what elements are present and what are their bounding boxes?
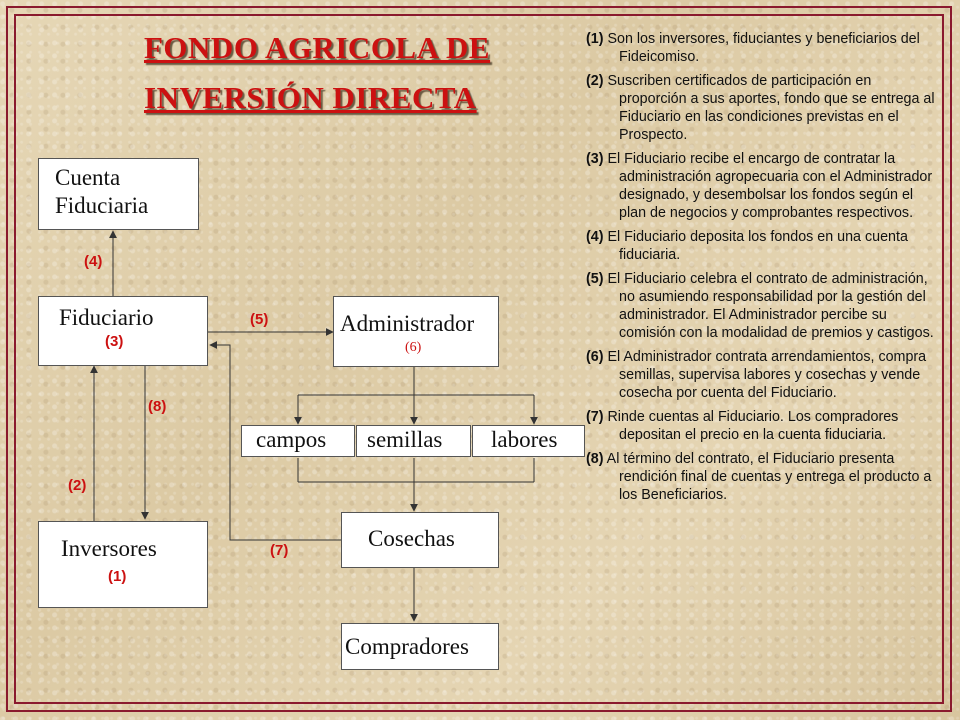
administrador-num: (6) [405,340,422,355]
note-8: (8) Al término del contrato, el Fiduciario presenta rendición final de cuentas y entrega el producto a los Beneficiarios. [586,451,932,503]
edge-label-5: (5) [250,311,269,328]
inversores-num: (1) [108,568,127,585]
cuenta-line-2: Fiduciaria [55,193,149,218]
campos-label: campos [256,427,327,452]
cuenta-line-1: Cuenta [55,165,121,190]
compradores-label: Compradores [345,634,469,659]
node-labores [472,425,585,457]
cosechas-label: Cosechas [368,526,455,551]
note-5: (5) El Fiduciario celebra el contrato de administración, no asumiendo responsabilidad por la gestión del administrador. El Administrador percibe su comisión con la modalidad de premios y castigos. [586,271,934,341]
fiduciario-label: Fiduciario [59,305,154,330]
fiduciario-num: (3) [105,333,124,350]
node-fiduciario [38,296,208,366]
edge-label-4: (4) [84,253,103,270]
labores-label: labores [491,427,558,452]
node-cuenta-fiduciaria [38,158,199,230]
edge-label-2: (2) [68,477,87,494]
administrador-label: Administrador [340,311,475,336]
note-4: (4) El Fiduciario deposita los fondos en una cuenta fiduciaria. [586,229,908,263]
title-line-1: FONDO AGRICOLA DE [144,30,491,65]
node-administrador [333,296,499,367]
edge-label-8: (8) [148,398,167,415]
title-line-2: INVERSIÓN DIRECTA [144,80,477,115]
note-3: (3) El Fiduciario recibe el encargo de contratar la administración agropecuaria con el Administrador designado, y desembolsar los fondos según el plan de negocios y comprobantes respectivos. [586,151,933,221]
note-2: (2) Suscriben certificados de participación en proporción a sus aportes, fondo que se entrega al Fiduciario en las condiciones previstas en el Prospecto. [586,73,935,143]
note-6: (6) El Administrador contrata arrendamientos, compra semillas, supervisa labores y cosechas y vende cosecha por cuenta del Fiduciario. [586,349,927,401]
semillas-label: semillas [367,427,443,452]
note-1: (1) Son los inversores, fiduciantes y beneficiarios del Fideicomiso. [586,31,920,65]
node-compradores [341,623,499,670]
node-inversores [38,521,208,608]
node-cosechas [341,512,499,568]
inversores-label: Inversores [61,536,157,561]
node-campos [241,425,355,457]
note-7: (7) Rinde cuentas al Fiduciario. Los compradores depositan el precio en la cuenta fiduciaria. [586,409,899,443]
edge-label-7: (7) [270,542,289,559]
node-semillas [356,425,471,457]
notes-panel [586,30,938,510]
